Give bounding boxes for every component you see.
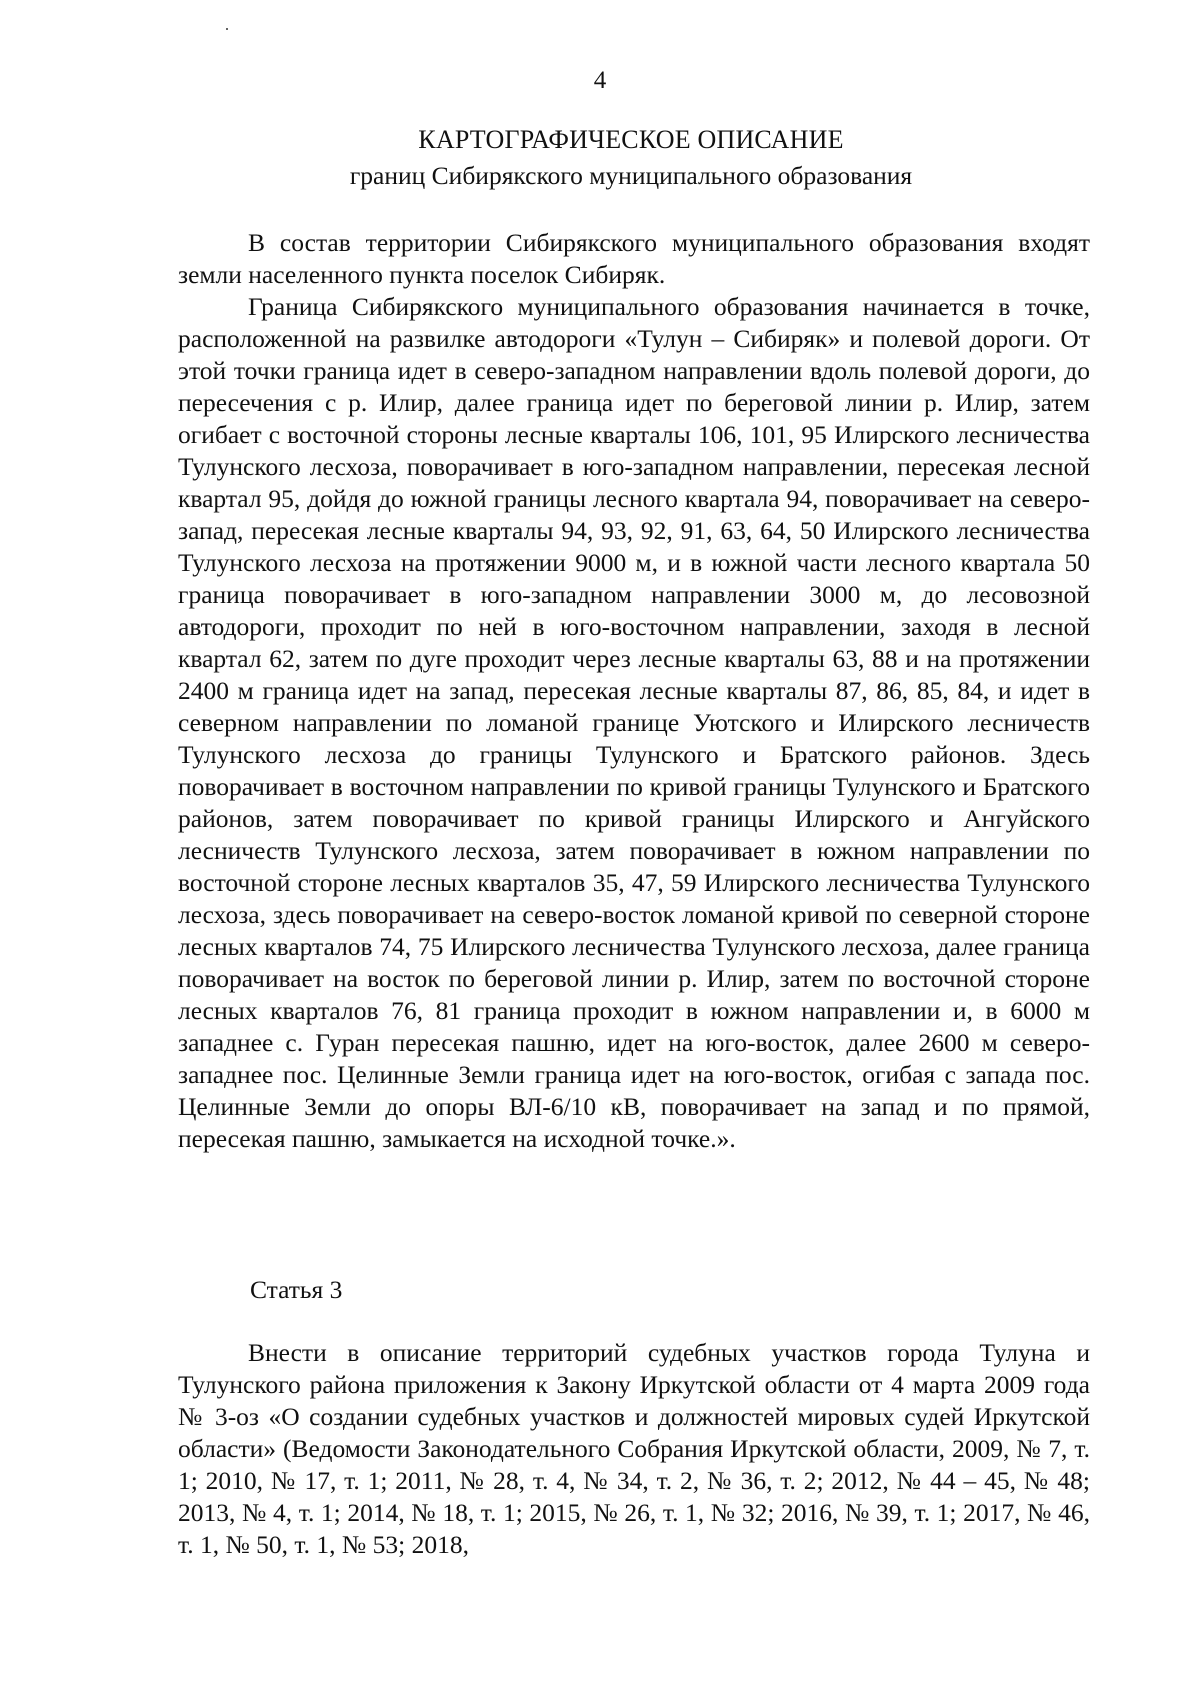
article-label: Статья 3: [250, 1275, 343, 1304]
document-subheading: границ Сибирякского муниципального образования: [349, 161, 913, 190]
paragraph-boundary-description: Граница Сибирякского муниципального образования начинается в точке, расположенной на развилке автодороги «Тулун – Сибиряк» и полевой дороги. От этой точки граница идет в северо-западном направлении вдоль полевой дороги, до пересечения с р. Илир, далее граница идет по береговой линии р. Илир, затем огибает с восточной стороны лесные кварталы 106, 101, 95 Илирского лесничества Тулунского лесхоза, поворачивает в юго-западном направлении, пересекая лесной квартал 95, дойдя до южной границы лесного квартала 94, поворачивает на северо-запад, пересекая лесные кварталы 94, 93, 92, 91, 63, 64, 50 Илирского лесничества Тулунского лесхоза на протяжении 9000 м, и в южной части лесного квартала 50 граница поворачивает в юго-западном направлении 3000 м, до лесовозной автодороги, проходит по ней в юго-восточном направлении, заходя в лесной квартал 62, затем по дуге проходит через лесные кварталы 63, 88 и на протяжении 2400 м граница идет на запад, пересекая лесные кварталы 87, 86, 85, 84, и идет в северном направлении по ломаной границе Уютского и Илирского лесничеств Тулунского лесхоза до границы Тулунского и Братского районов. Здесь поворачивает в восточном направлении по кривой границы Тулунского и Братского районов, затем поворачивает по кривой границы Илирского и Ангуйского лесничеств Тулунского лесхоза, затем поворачивает в южном направлении по восточной стороне лесных кварталов 35, 47, 59 Илирского лесничества Тулунского лесхоза, здесь поворачивает на северо-восток ломаной кривой по северной стороне лесных кварталов 74, 75 Илирского лесничества Тулунского лесхоза, далее граница поворачивает на восток по береговой линии р. Илир, затем по восточной стороне лесных кварталов 76, 81 граница проходит в южном направлении и, в 6000 м западнее с. Гуран пересекая пашню, идет на юго-восток, далее 2600 м северо-западнее пос. Целинные Земли граница идет на юго-восток, огибая с запада пос. Целинные Земли до опоры ВЛ-6/10 кВ, поворачивает на запад и по прямой, пересекая пашню, замыкается на исходной точке.».: [178, 292, 1090, 1153]
scan-speck: [226, 28, 228, 30]
page-number: 4: [593, 67, 607, 94]
paragraph-article-3: Внести в описание территорий судебных участков города Тулуна и Тулунского района приложения к Закону Иркутской области от 4 марта 2009 года № 3-оз «О создании судебных участков и должностей мировых судей Иркутской области» (Ведомости Законодательного Собрания Иркутской области, 2009, № 7, т. 1; 2010, № 17, т. 1; 2011, № 28, т. 4, № 34, т. 2, № 36, т. 2; 2012, № 44 – 45, № 48; 2013, № 4, т. 1; 2014, № 18, т. 1; 2015, № 26, т. 1, № 32; 2016, № 39, т. 1; 2017, № 46, т. 1, № 50, т. 1, № 53; 2018,: [178, 1338, 1090, 1559]
paragraph-territory: В состав территории Сибирякского муниципального образования входят земли населенного пункта поселок Сибиряк.: [178, 228, 1090, 289]
document-heading: КАРТОГРАФИЧЕСКОЕ ОПИСАНИЕ: [418, 125, 844, 154]
